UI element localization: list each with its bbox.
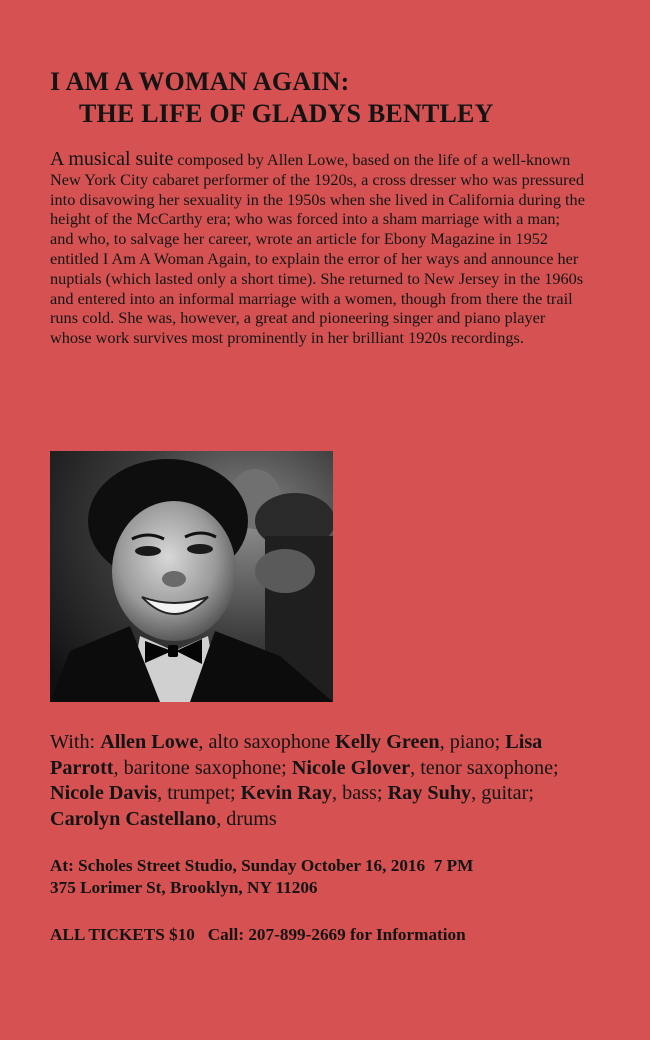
performer-name: Allen Lowe [100, 731, 199, 753]
performer-name: Nicole Glover [291, 756, 411, 779]
event-venue-line: At: Scholes Street Studio, Sunday October 16, 2016 7 PM [50, 856, 474, 875]
event-address-line: 375 Lorimer St, Brooklyn, NY 11206 [50, 878, 318, 897]
page-title [50, 66, 610, 130]
performer-name: Kelly Green [335, 731, 440, 753]
performer-name: Kevin Ray [240, 782, 333, 804]
description [50, 150, 585, 348]
performer-role: , bass; [332, 782, 388, 804]
performer-role: , drums [216, 807, 277, 830]
performer-role: , tenor saxophone; [410, 756, 559, 779]
credits [50, 730, 600, 832]
performer-role: , piano; [439, 731, 506, 753]
title-block [50, 66, 610, 130]
performer-name: Nicole Davis [50, 782, 158, 804]
tickets-info: ALL TICKETS $10 Call: 207-899-2669 for Information [50, 925, 466, 944]
event-details [50, 855, 610, 899]
performer-name: Ray Suhy [387, 782, 472, 804]
gladys-bentley-photo [50, 451, 333, 702]
photo-illustration [50, 451, 333, 702]
description-lead: A musical suite [50, 148, 174, 170]
performer-name: Carolyn Castellano [50, 807, 217, 830]
title-line-2: THE LIFE OF GLADYS BENTLEY [79, 99, 494, 128]
performer-role: , alto saxophone [198, 731, 336, 753]
credits-intro: With: [50, 731, 101, 753]
performer-role: , guitar; [471, 782, 534, 804]
title-line-1: I AM A WOMAN AGAIN: [50, 67, 350, 96]
performer-role: , baritone saxophone; [113, 756, 292, 779]
description-body: composed by Allen Lowe, based on the life of a well-known New York City cabaret performer of the 1920s, a cross dresser who was pressured into disavowing her sexuality in the 1950s when she lived in California during the height of the McCarthy era; who was forced into a sham marriage with a man; and who, to salvage her career, wrote an article for Ebony Magazine in 1952 entitled I Am A Woman Again, to explain the error of her ways and announce her nuptials (which lasted only a short time). She returned to New Jersey in the 1960s and entered into an informal marriage with a women, though from there the trail runs cold. She was, however, a great and pioneering singer and piano player whose work survives most prominently in her brilliant 1920s recordings. [50, 150, 585, 348]
performer-role: , trumpet; [157, 782, 241, 804]
performer-name: Lisa Parrott [50, 731, 543, 779]
